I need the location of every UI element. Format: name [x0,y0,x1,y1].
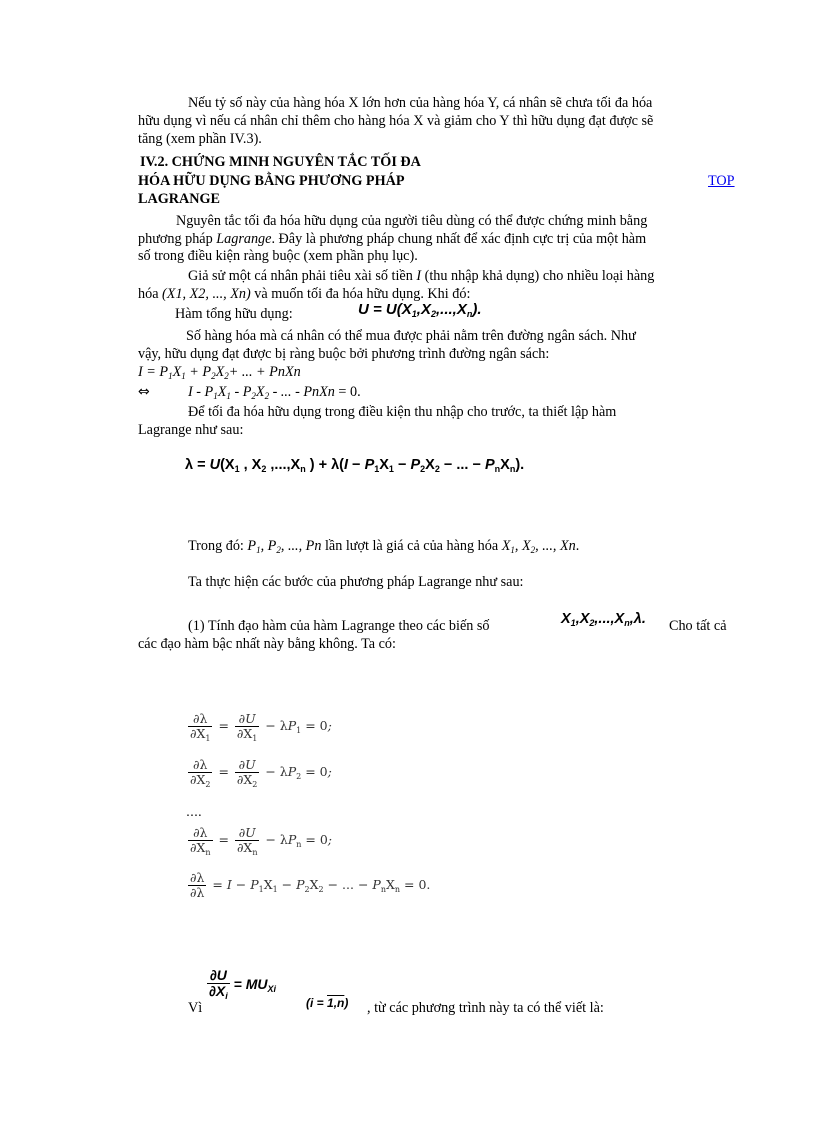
paragraph-4-line-2: vậy, hữu dụng đạt được bị ràng buộc bởi phương trình đường ngân sách: [138,346,550,362]
derivative-equation-lambda: $\frac{\partial\lambda}{\partial\lambda}$ = $I - P_1X_1 - P_2X_2$ − ... − $P_nX_n = 0$. [190,870,431,900]
derivative-equation-2: $\frac{\partial\lambda}{\partial X_2}$ = $\frac{\partial U}{\partial X_2}$ − $\lambda P_2 = 0$; [190,757,332,789]
steps-intro: Ta thực hiện các bước của phương pháp Lagrange như sau: [188,574,524,590]
paragraph-1-line-3: tăng (xem phần IV.3). [138,131,262,147]
step-1-line-1: (1) Tính đạo hàm của hàm Lagrange theo các biến số [188,618,490,634]
derivative-equation-n: $\frac{\partial\lambda}{\partial X_n}$ = $\frac{\partial U}{\partial X_n}$ − $\lambda P_n = 0$; [190,825,332,857]
derivative-dots: .... [186,804,202,819]
utility-label: Hàm tổng hữu dụng: [175,306,293,322]
section-heading-line-2: HÓA HỮU DỤNG BẰNG PHƯƠNG PHÁP [138,173,405,189]
paragraph-5-line-2: Lagrange như sau: [138,422,244,438]
equivalence-arrow-icon: ⇔ [138,384,150,400]
section-heading-line-1: IV.2. CHỨNG MINH NGUYÊN TẮC TỐI ĐA [140,154,421,170]
paragraph-2-line-1: Nguyên tắc tối đa hóa hữu dụng của người tiêu dùng có thể được chứng minh bằng [176,213,648,229]
utility-formula: $U = U(X_1,X_2,...,X_n)$. [358,301,482,319]
paragraph-2-line-3: số trong điều kiện ràng buộc (xem phần phụ lục). [138,248,418,264]
budget-equation: $I = P_1X_1 + P_2X_2+$ ... + PnXn [138,364,301,381]
paragraph-3-line-2: hóa (X1, X2, ..., Xn) và muốn tối đa hóa hữu dụng. Khi đó: [138,286,471,302]
step-1-line-1-end: Cho tất cả [669,618,727,634]
budget-equation-rearranged: I - $P_1X_1 - P_2X_2$ - ... - PnXn = 0. [188,384,361,401]
lagrange-formula: $\lambda = U(X_1$ , $X_2$ $,...,X_n$ ) + $\lambda(I - P_1X_1 - P_2X_2$ − ... − $P_nX_n$). [185,457,525,474]
paragraph-3-line-1: Giả sử một cá nhân phải tiêu xài số tiền I (thu nhập khả dụng) cho nhiều loại hàng [188,268,655,284]
paragraph-1-line-1: Nếu tỷ số này của hàng hóa X lớn hơn của hàng hóa Y, cá nhân sẽ chưa tối đa hóa [188,95,653,111]
final-text: , từ các phương trình này ta có thể viết là: [367,1000,604,1016]
final-vi: Vì [188,1000,203,1016]
step-1-variables: $X_1,X_2,...,X_n,\lambda$. [561,611,646,628]
derivative-equation-1: $\frac{\partial\lambda}{\partial X_1}$ = $\frac{\partial U}{\partial X_1}$ − $\lambda P_1 = 0$; [190,711,332,743]
marginal-utility-formula: $\frac{\partial U}{\partial X_i}$ = $MU_{Xi}$ [209,967,277,1001]
section-heading-line-3: LAGRANGE [138,191,220,207]
step-1-line-2: các đạo hàm bậc nhất này bằng không. Ta có: [138,636,396,652]
where-line: Trong đó: $P_1$, $P_2$, ..., Pn lần lượt là giá cả của hàng hóa $X_1$, $X_2$, ..., Xn. [188,538,580,555]
paragraph-4-line-1: Số hàng hóa mà cá nhân có thể mua được phải nằm trên đường ngân sách. Như [186,328,636,344]
paragraph-2-line-2: phương pháp Lagrange. Đây là phương pháp chung nhất để xác định cực trị của một hàm [138,231,647,247]
paragraph-1-line-2: hữu dụng vì nếu cá nhân chỉ thêm cho hàng hóa X và giảm cho Y thì hữu dụng đạt được sẽ [138,113,654,129]
top-link[interactable]: TOP [708,173,735,189]
index-condition: (i = 1,n) [306,996,349,1010]
paragraph-5-line-1: Để tối đa hóa hữu dụng trong điều kiện thu nhập cho trước, ta thiết lập hàm [188,404,617,420]
